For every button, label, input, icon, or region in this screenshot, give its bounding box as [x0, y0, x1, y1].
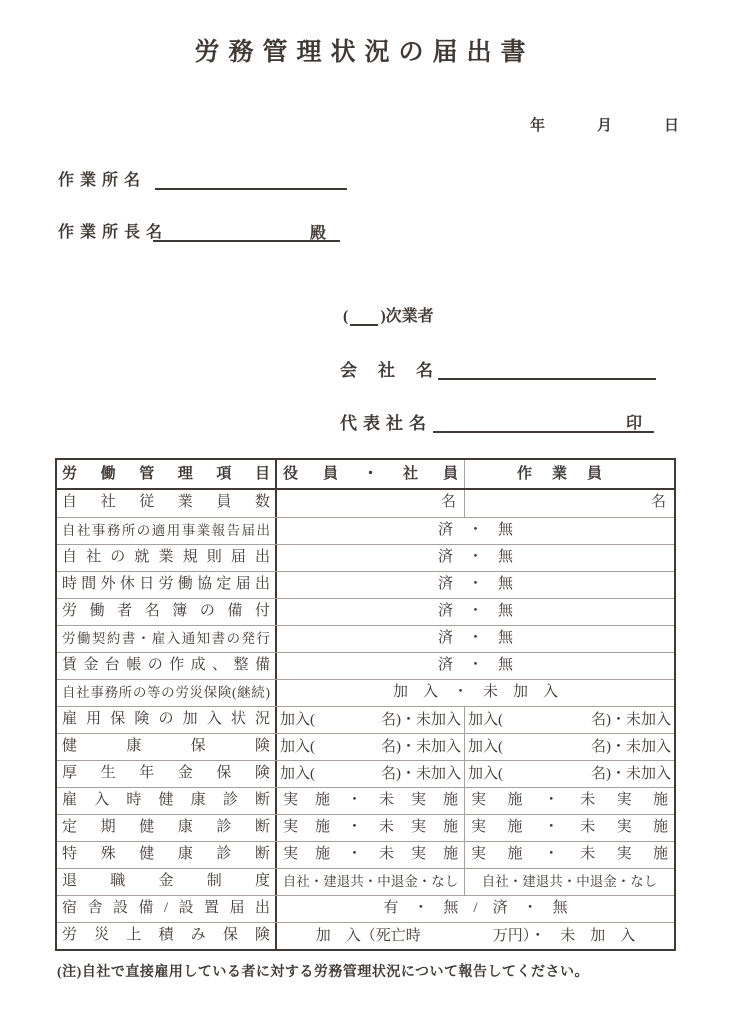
row-label: 定期健康診断 [57, 815, 277, 841]
option-cell: 済 ・ 無 [437, 549, 513, 565]
option-cell [277, 923, 674, 949]
staff-option-cell [277, 761, 465, 787]
header-worker-label: 作業員 [516, 466, 622, 482]
staff-option-cell: 実施・未実施 [277, 788, 465, 814]
worker-option-cell [465, 707, 674, 733]
table-row [57, 625, 674, 652]
row-label: 特殊健康診断 [57, 842, 277, 868]
table-row [57, 787, 674, 814]
option-cell: 済 ・ 無 [437, 630, 513, 646]
row-label: 退職金制度 [57, 869, 277, 895]
table-header-row [57, 460, 674, 490]
staff-option-cell: 自社・建退共・中退金・なし [277, 869, 465, 895]
enroll-open: 加入( [280, 711, 315, 728]
representative-name-blank [433, 410, 654, 433]
staff-option-cell [277, 734, 465, 760]
row-label: 健康保険 [57, 734, 277, 760]
header-item-label: 労働管理項目 [57, 460, 277, 488]
table-row [57, 679, 674, 706]
row-label: 労災上積み保険 [57, 923, 277, 949]
staff-option-cell: 実施・未実施 [277, 815, 465, 841]
row-label: 自社事務所の等の労災保険(継続) [57, 680, 277, 706]
date-month-label: 月 [596, 118, 612, 134]
row-label: 雇入時健康診断 [57, 788, 277, 814]
row-label: 雇用保険の加入状況 [57, 707, 277, 733]
table-row [57, 517, 674, 544]
company-name-label: 会社名 [340, 361, 454, 380]
worksite-chief-blank [153, 220, 340, 242]
enroll-open: 加入( [468, 765, 503, 782]
table-row [57, 733, 674, 760]
table-row [57, 706, 674, 733]
row-label: 自社事務所の適用事業報告届出 [57, 518, 277, 544]
tier-suffix: )次業者 [380, 308, 434, 325]
enroll-close: 名)・未加入 [381, 765, 461, 782]
row-label: 宿舎設備/設置届出 [57, 896, 277, 922]
enroll-close: 名)・未加入 [381, 738, 461, 755]
staff-count-cell: 名 [277, 490, 465, 517]
worker-option-cell: 実施・未実施 [471, 846, 668, 862]
table-row [57, 544, 674, 571]
row-label: 賃金台帳の作成、整備 [57, 653, 277, 679]
table-row [57, 490, 674, 517]
enroll-close: 名)・未加入 [591, 711, 671, 728]
tier-open-paren: ( [343, 308, 349, 325]
labor-management-table [55, 458, 676, 951]
table-row [57, 652, 674, 679]
honorific-dono: 殿 [309, 225, 326, 242]
header-staff-label: 役員・社員 [277, 460, 465, 488]
row-label: 時間外休日労働協定届出 [57, 572, 277, 598]
option-cell: 済 ・ 無 [437, 603, 513, 619]
table-row [57, 868, 674, 895]
date-year-label: 年 [529, 118, 545, 134]
subcontractor-tier-line [343, 303, 434, 326]
worker-option-cell: 自社・建退共・中退金・なし [481, 874, 658, 889]
option-cell: 有 ・ 無 / 済 ・ 無 [383, 900, 568, 916]
enroll-close: 名)・未加入 [591, 738, 671, 755]
option-cell: 済 ・ 無 [437, 576, 513, 592]
table-row [57, 895, 674, 922]
insurance-close: 万円）・ 未 加 入 [492, 927, 636, 944]
table-row [57, 598, 674, 625]
form-title: 労務管理状況の届出書 [194, 39, 535, 66]
row-label: 自社の就業規則届出 [57, 545, 277, 571]
option-cell: 済 ・ 無 [437, 522, 513, 538]
table-row [57, 922, 674, 949]
staff-option-cell: 実施・未実施 [277, 842, 465, 868]
enroll-open: 加入( [468, 738, 503, 755]
date-line [530, 114, 679, 135]
table-row [57, 841, 674, 868]
worker-option-cell [465, 734, 674, 760]
worksite-chief-label: 作業所長名 [58, 224, 169, 241]
staff-option-cell [277, 707, 465, 733]
representative-name-label: 代表社名 [340, 414, 432, 433]
option-cell: 加 入 ・ 未 加 入 [392, 684, 558, 700]
row-label: 労働契約書・雇入通知書の発行 [57, 626, 277, 652]
worker-option-cell: 実施・未実施 [471, 819, 668, 835]
enroll-open: 加入( [280, 765, 315, 782]
footnote: (注)自社で直接雇用している者に対する労務管理状況について報告してください。 [57, 965, 590, 980]
worker-option-cell [465, 761, 674, 787]
worksite-name-label: 作業所名 [58, 172, 147, 189]
row-label: 労働者名簿の備付 [57, 599, 277, 625]
enroll-close: 名)・未加入 [381, 711, 461, 728]
table-row [57, 814, 674, 841]
enroll-open: 加入( [280, 738, 315, 755]
company-name-blank [438, 357, 656, 380]
enroll-close: 名)・未加入 [591, 765, 671, 782]
enroll-open: 加入( [468, 711, 503, 728]
row-label: 厚生年金保険 [57, 761, 277, 787]
option-cell: 済 ・ 無 [437, 657, 513, 673]
worker-count-cell: 名 [650, 494, 666, 510]
table-row [57, 760, 674, 787]
table-row [57, 571, 674, 598]
seal-mark: 印 [625, 415, 642, 432]
insurance-open: 加 入（死亡時 [315, 927, 421, 944]
worker-option-cell: 実施・未実施 [471, 792, 668, 808]
row-label: 自社従業員数 [57, 490, 277, 517]
date-day-label: 日 [663, 118, 679, 134]
worksite-name-blank [155, 168, 347, 190]
tier-number-blank [350, 308, 378, 326]
